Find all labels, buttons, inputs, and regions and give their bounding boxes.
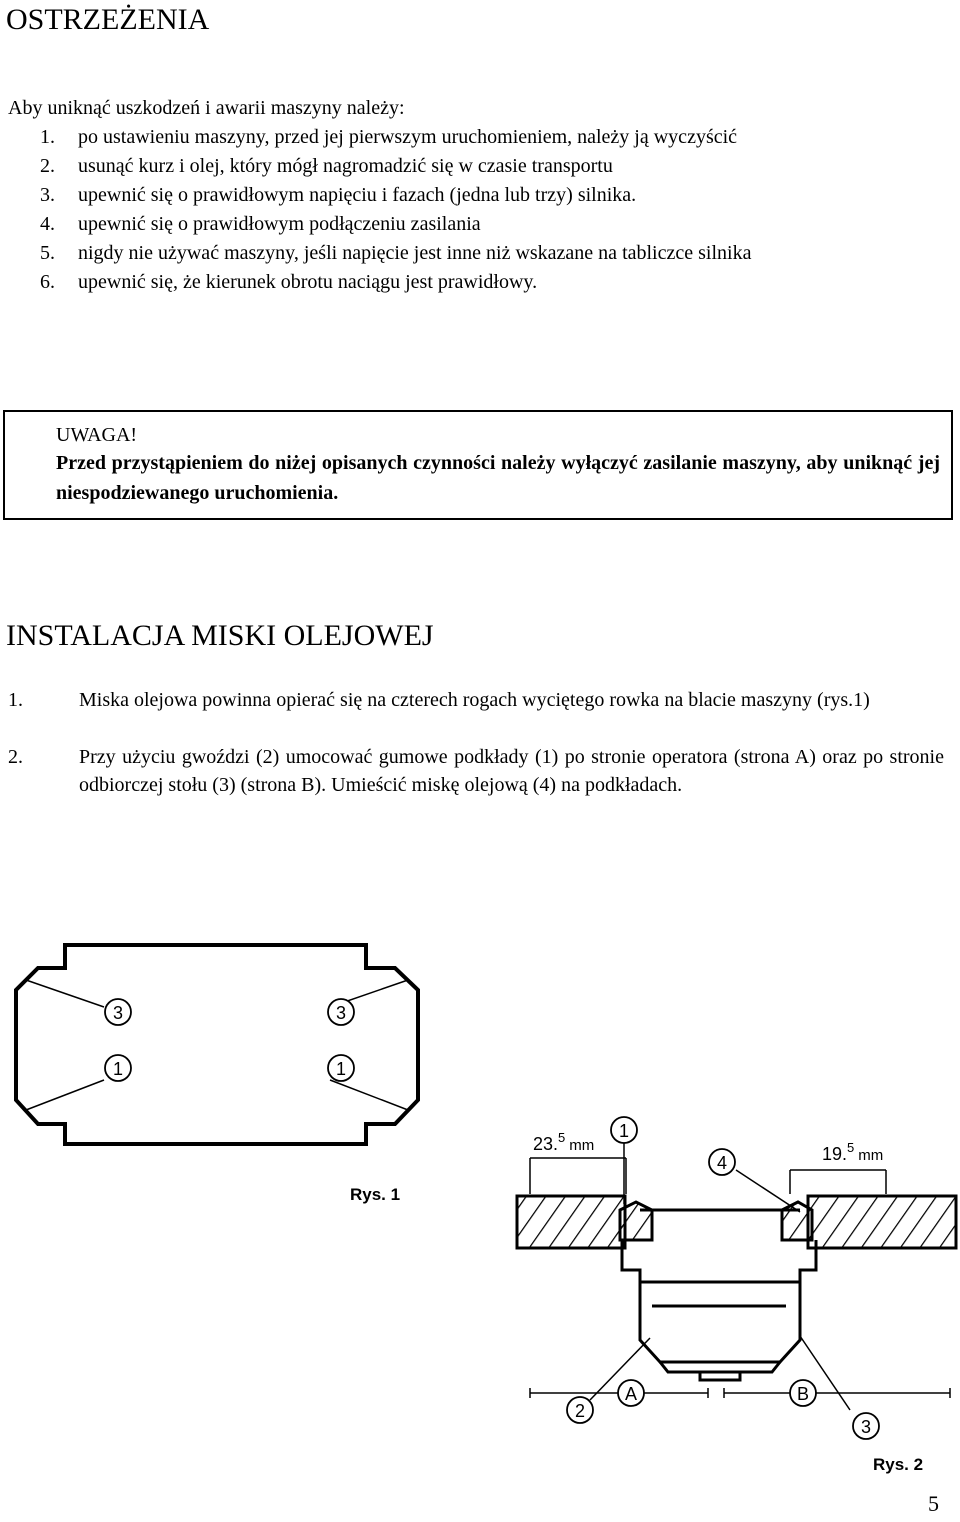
figure-2-diagram (0, 1110, 960, 1490)
list-item-number: 1. (8, 689, 23, 711)
svg-text:A: A (624, 1384, 638, 1404)
callout-3-left (105, 999, 131, 1025)
callout-leaders (26, 980, 408, 1110)
svg-text:B: B (796, 1384, 810, 1404)
warnings-title: OSTRZEŻENIA (6, 3, 210, 36)
side-a-label (618, 1380, 644, 1406)
installation-title: INSTALACJA MISKI OLEJOWEJ (6, 619, 434, 652)
list-item-text: upewnić się o prawidłowym podłączeniu zasilania (78, 213, 481, 235)
list-item-text: usunąć kurz i olej, który mógł nagromadzić się w czasie transportu (78, 155, 613, 177)
oil-pan-body (620, 1202, 816, 1380)
callout-1 (611, 1117, 637, 1143)
callout-3-right (328, 999, 354, 1025)
list-item-text: upewnić się, że kierunek obrotu naciągu jest prawidłowy. (78, 271, 538, 293)
list-item-text: upewnić się o prawidłowym napięciu i fazach (jedna lub trzy) silnika. (78, 184, 637, 206)
list-item-number: 2. (8, 746, 23, 768)
list-item-text: po ustawieniu maszyny, przed jej pierwszym uruchomieniem, należy ją wyczyścić (78, 126, 738, 148)
svg-text:3: 3 (112, 1003, 124, 1023)
list-item-number: 1. (40, 126, 55, 148)
dimension-right: 19.$^5$ $_{mm}$ (822, 1140, 884, 1164)
page-number: 5 (928, 1491, 939, 1516)
list-item-text: Przy użyciu gwoździ (2) umocować gumowe podkłady (1) po stronie operatora (strona A) oraz po stronie odbiorczej stołu (3) (strona B). Umieścić miskę olejową (4) na podkładach. (79, 746, 944, 796)
warnings-intro: Aby uniknąć uszkodzeń i awarii maszyny należy: (8, 97, 405, 119)
notice-title: UWAGA! (56, 424, 138, 446)
table-board-left (517, 1196, 625, 1248)
list-item-number: 2. (40, 155, 55, 177)
svg-text:3: 3 (335, 1003, 347, 1023)
svg-text:1: 1 (618, 1121, 630, 1141)
callout-4 (709, 1149, 735, 1175)
callout-2 (567, 1397, 593, 1423)
svg-text:4: 4 (716, 1153, 728, 1173)
svg-text:2: 2 (574, 1401, 586, 1421)
list-item-number: 5. (40, 242, 55, 264)
side-b-label (790, 1380, 816, 1406)
list-item-number: 4. (40, 213, 55, 235)
svg-text:1: 1 (335, 1059, 347, 1079)
list-item-text: Miska olejowa powinna opierać się na czterech rogach wyciętego rowka na blacie maszyny (rys.1) (79, 689, 870, 711)
list-item (8, 686, 944, 714)
dimension-left: 23.$^5$ $_{mm}$ (533, 1130, 595, 1154)
table-board-right (808, 1196, 956, 1248)
figure-2-caption: Rys. 2 (873, 1455, 924, 1474)
callout-3 (853, 1413, 879, 1439)
list-item-text: nigdy nie używać maszyny, jeśli napięcie jest inne niż wskazane na tabliczce silnika (78, 242, 752, 264)
list-item (8, 743, 944, 799)
callout-1-left (105, 1055, 131, 1081)
figure-2-leaders (590, 1138, 850, 1410)
notice-text: Przed przystąpieniem do niżej opisanych czynności należy wyłączyć zasilanie maszyny, aby uniknąć jej niespodziewanego uruchomienia. (56, 452, 940, 504)
list-item-number: 3. (40, 184, 55, 206)
figure-1-caption: Rys. 1 (350, 1185, 401, 1204)
list-item-number: 6. (40, 271, 55, 293)
svg-text:3: 3 (860, 1417, 872, 1437)
svg-text:1: 1 (112, 1059, 124, 1079)
callout-1-right (328, 1055, 354, 1081)
